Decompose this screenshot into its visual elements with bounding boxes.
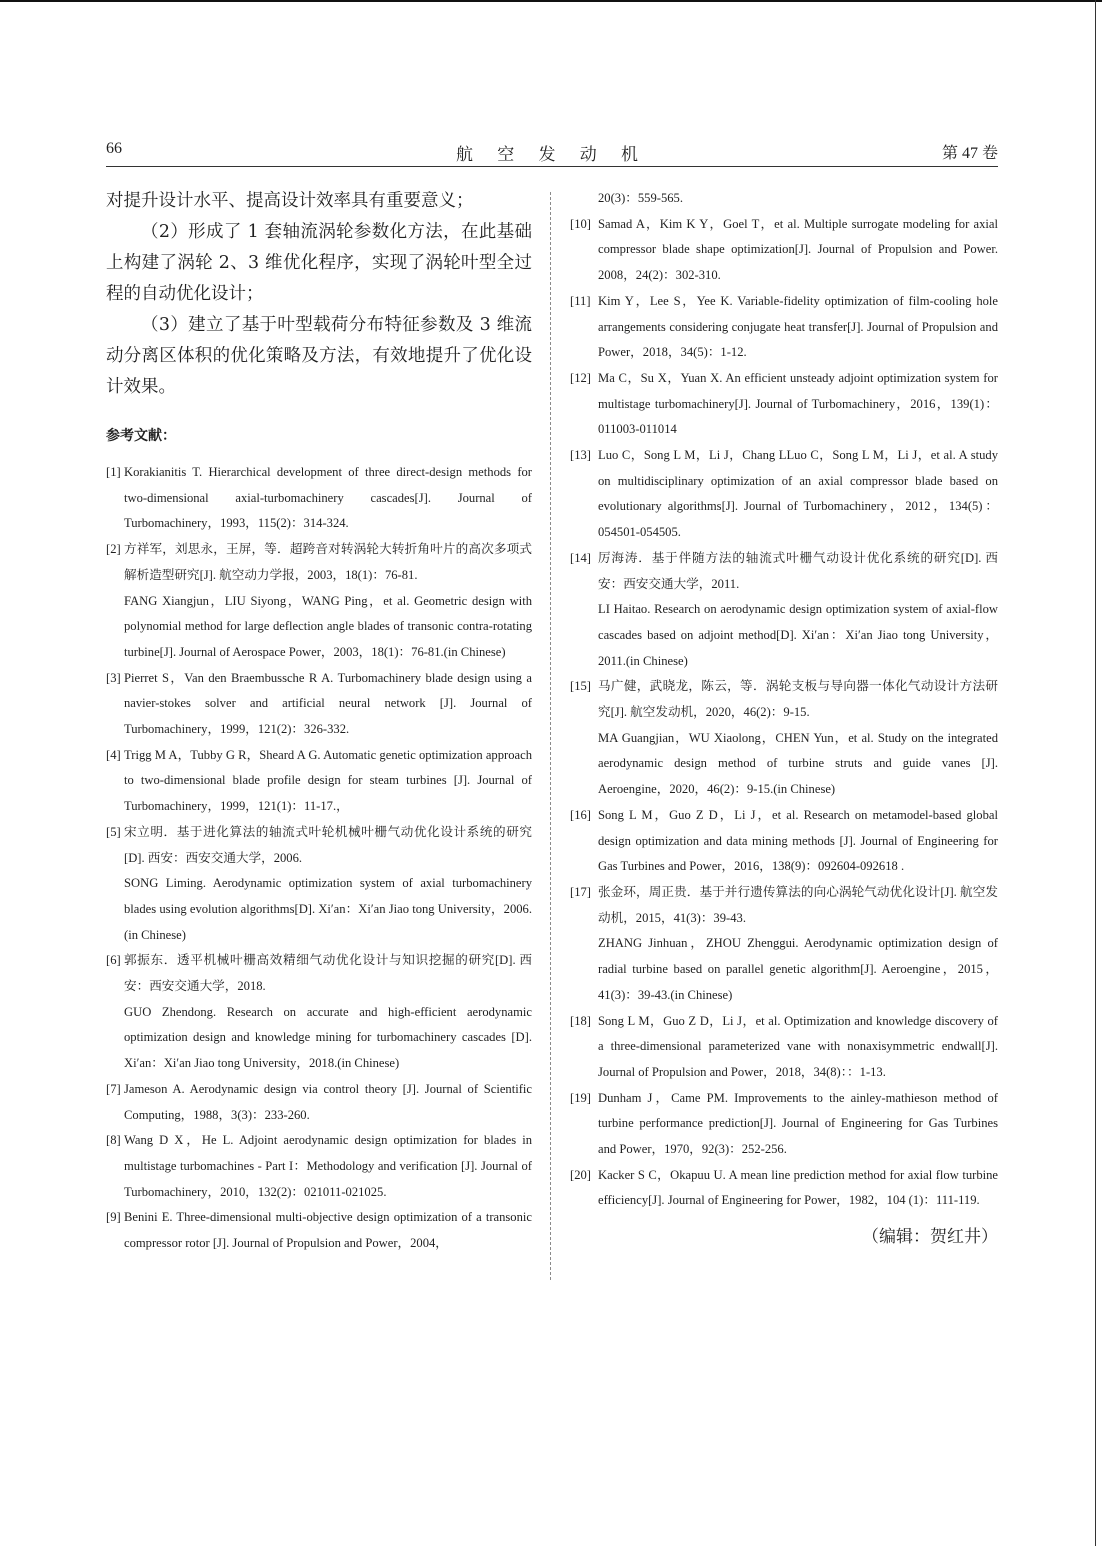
reference-number: [7] — [106, 1081, 121, 1096]
editor-note: （编辑：贺红井） — [862, 1227, 998, 1248]
reference-item — [106, 1128, 532, 1205]
reference-text: 马广健，武晓龙，陈云，等．涡轮支板与导向器一体化气动设计方法研究[J]. 航空发动机，2020，46(2)：9-15. — [598, 679, 998, 720]
reference-number: [16] — [570, 807, 591, 822]
reference-item — [570, 546, 998, 675]
reference-list-right — [570, 186, 998, 212]
reference-text: Song L M，Guo Z D，Li J，et al. Research on metamodel-based global design optimization and data mining methods [J]. Journal of Engineering for Gas Turbines and Power，2016，138(9)：092604-092618 . — [598, 807, 998, 874]
reference-continuation — [570, 186, 998, 212]
reference-number: [2] — [106, 542, 121, 557]
reference-item — [106, 1077, 532, 1128]
reference-number: [6] — [106, 953, 121, 968]
reference-number: [9] — [106, 1210, 121, 1225]
reference-number: [20] — [570, 1167, 591, 1182]
reference-text: 郭振东．透平机械叶栅高效精细气动优化设计与知识挖掘的研究[D]. 西安：西安交通大学，2018. — [124, 953, 532, 994]
reference-translation: MA Guangjian，WU Xiaolong，CHEN Yun，et al. Study on the integrated aerodynamic design method of turbine struts and guide vanes [J]. Aeroengine，2020，46(2)：9-15.(in Chinese) — [598, 730, 998, 797]
reference-text: 宋立明．基于进化算法的轴流式叶轮机械叶栅气动优化设计系统的研究[D]. 西安：西安交通大学，2006. — [124, 824, 532, 865]
reference-text: Trigg M A，Tubby G R，Sheard A G. Automatic genetic optimization approach to two-dimensional blade profile design for steam turbines [J]. Journal of Turbomachinery，1999，121(1)：11-17.， — [124, 747, 532, 814]
column-divider — [550, 192, 551, 1280]
reference-text: 张金环，周正贵．基于并行遗传算法的向心涡轮气动优化设计[J]. 航空发动机，2015，41(3)：39-43. — [598, 884, 998, 925]
references-heading: 参考文献： — [106, 428, 176, 444]
reference-number: [10] — [570, 216, 591, 231]
conclusion-paragraph-2: （2）形成了 1 套轴流涡轮参数化方法，在此基础上构建了涡轮 2、3 维优化程序，实现了涡轮叶型全过程的自动优化设计； — [106, 222, 532, 304]
conclusion-paragraph-3: （3）建立了基于叶型载荷分布特征参数及 3 维流动分离区体积的优化策略及方法，有效地提升了优化设计效果。 — [106, 315, 532, 397]
reference-text: Jameson A. Aerodynamic design via control theory [J]. Journal of Scientific Computing，1988，3(3)：233-260. — [124, 1081, 532, 1122]
reference-item — [570, 880, 998, 1009]
reference-item — [106, 1205, 532, 1256]
page-number: 66 — [106, 140, 122, 157]
reference-text: Benini E. Three-dimensional multi-objective design optimization of a transonic compressor rotor [J]. Journal of Propulsion and Power，2004， — [124, 1210, 532, 1251]
reference-item — [106, 460, 532, 537]
reference-item — [106, 537, 532, 666]
reference-text: Luo C，Song L M，Li J，Chang LLuo C，Song L M，Li J，et al. A study on multidisciplinary optimization of an axial compressor blade based on evolutionary algorithms[J]. Journal of Turbomachinery，2012，134(5)：054501-054505. — [598, 448, 998, 540]
reference-number: [17] — [570, 884, 591, 899]
reference-item — [570, 1009, 998, 1086]
reference-item — [570, 212, 998, 289]
reference-number: [5] — [106, 824, 121, 839]
reference-number: [1] — [106, 465, 121, 479]
reference-translation: LI Haitao. Research on aerodynamic design optimization system of axial-flow cascades based on adjoint method[D]. Xi′an：Xi′an Jiao tong University，2011.(in Chinese) — [598, 602, 998, 668]
reference-item — [106, 820, 532, 949]
left-column — [106, 186, 532, 1257]
reference-text: Dunham J，Came PM. Improvements to the ainley-mathieson method of turbine performance prediction[J]. Journal of Engineering for Gas Turbines and Power，1970，92(3)：252-256. — [598, 1090, 998, 1157]
reference-text: Samad A，Kim K Y，Goel T，et al. Multiple surrogate modeling for axial compressor blade shape optimization[J]. Journal of Propulsion and Power. 2008，24(2)：302-310. — [598, 216, 998, 283]
reference-item — [570, 803, 998, 880]
reference-text: Ma C，Su X，Yuan X. An efficient unsteady adjoint optimization system for multistage turbomachinery[J]. Journal of Turbomachinery，2016，139(1)：011003-011014 — [598, 370, 998, 437]
reference-item — [570, 674, 998, 803]
reference-translation: ZHANG Jinhuan，ZHOU Zhenggui. Aerodynamic optimization design of radial turbine based on parallel genetic algorithm[J]. Aeroengine，2015，41(3)：39-43.(in Chinese) — [598, 936, 998, 1002]
reference-number: [8] — [106, 1133, 121, 1148]
reference-item — [570, 1163, 998, 1214]
reference-text: Korakianitis T. Hierarchical development of three direct-design methods for two-dimensional axial-turbomachinery cascades[J]. Journal of Turbomachinery，1993，115(2)：314-324. — [124, 465, 532, 531]
reference-translation: FANG Xiangjun，LIU Siyong，WANG Ping，et al. Geometric design with polynomial method for large deflection angle blades of transonic contra-rotating turbine[J]. Journal of Aerospace Power，2003，18(1)：76-81.(in Chinese) — [124, 593, 532, 659]
right-column — [570, 186, 998, 1247]
reference-item — [570, 1086, 998, 1163]
reference-number: [12] — [570, 370, 591, 385]
reference-item — [570, 443, 998, 546]
running-header — [106, 138, 998, 167]
reference-item — [106, 948, 532, 1077]
reference-item — [106, 666, 532, 743]
reference-item — [106, 743, 532, 820]
reference-number: [13] — [570, 448, 591, 463]
reference-text: Song L M，Guo Z D，Li J，et al. Optimization and knowledge discovery of a three-dimensional parameterized vane with nonaxisymmetric endwall[J]. Journal of Propulsion and Power，2018，34(8)：：1-13. — [598, 1013, 998, 1079]
reference-list-left — [106, 460, 532, 1257]
page-top-rule — [0, 0, 1102, 2]
journal-title: 航 空 发 动 机 — [456, 145, 648, 164]
reference-text: Kacker S C，Okapuu U. A mean line prediction method for axial flow turbine efficiency[J]. Journal of Engineering for Power，1982，104 (1)：111-119. — [598, 1167, 998, 1208]
reference-translation: SONG Liming. Aerodynamic optimization system of axial turbomachinery blades using evolution algorithms[D]. Xi′an：Xi′an Jiao tong University，2006.(in Chinese) — [124, 876, 532, 942]
page-right-rule — [1095, 0, 1096, 1546]
reference-item — [570, 366, 998, 443]
reference-list-right-items — [570, 212, 998, 1214]
reference-text: 方祥军，刘思永，王屏，等．超跨音对转涡轮大转折角叶片的高次多项式解析造型研究[J]. 航空动力学报，2003，18(1)：76-81. — [124, 542, 532, 582]
reference-number: [3] — [106, 670, 121, 685]
reference-continuation-text: 20(3)：559-565. — [598, 191, 683, 205]
reference-translation: GUO Zhendong. Research on accurate and high-efficient aerodynamic optimization design and knowledge mining for turbomachinery cascades [D]. Xi′an：Xi′an Jiao tong University，2018.(in Chinese) — [124, 1004, 532, 1071]
conclusion-paragraph-1: 对提升设计水平、提高设计效率具有重要意义； — [106, 191, 474, 211]
reference-number: [11] — [570, 293, 591, 308]
reference-number: [19] — [570, 1090, 591, 1105]
reference-number: [14] — [570, 550, 591, 565]
reference-item — [570, 289, 998, 366]
reference-text: Kim Y，Lee S，Yee K. Variable-fidelity optimization of film-cooling hole arrangements considering conjugate heat transfer[J]. Journal of Propulsion and Power，2018，34(5)：1-12. — [598, 293, 998, 360]
volume-label: 第 47 卷 — [941, 145, 998, 162]
reference-text: Wang D X，He L. Adjoint aerodynamic design optimization for blades in multistage turbomachines - Part I：Methodology and verification [J]. Journal of Turbomachinery，2010，132(2)：021011-021025. — [124, 1133, 532, 1199]
reference-number: [15] — [570, 679, 591, 694]
reference-number: [4] — [106, 747, 121, 762]
reference-text: 厉海涛．基于伴随方法的轴流式叶栅气动设计优化系统的研究[D]. 西安：西安交通大学，2011. — [598, 550, 998, 591]
reference-text: Pierret S，Van den Braembussche R A. Turbomachinery blade design using a navier-stokes solver and artificial neural network [J]. Journal of Turbomachinery，1999，121(2)：326-332. — [124, 670, 532, 737]
reference-number: [18] — [570, 1013, 591, 1028]
